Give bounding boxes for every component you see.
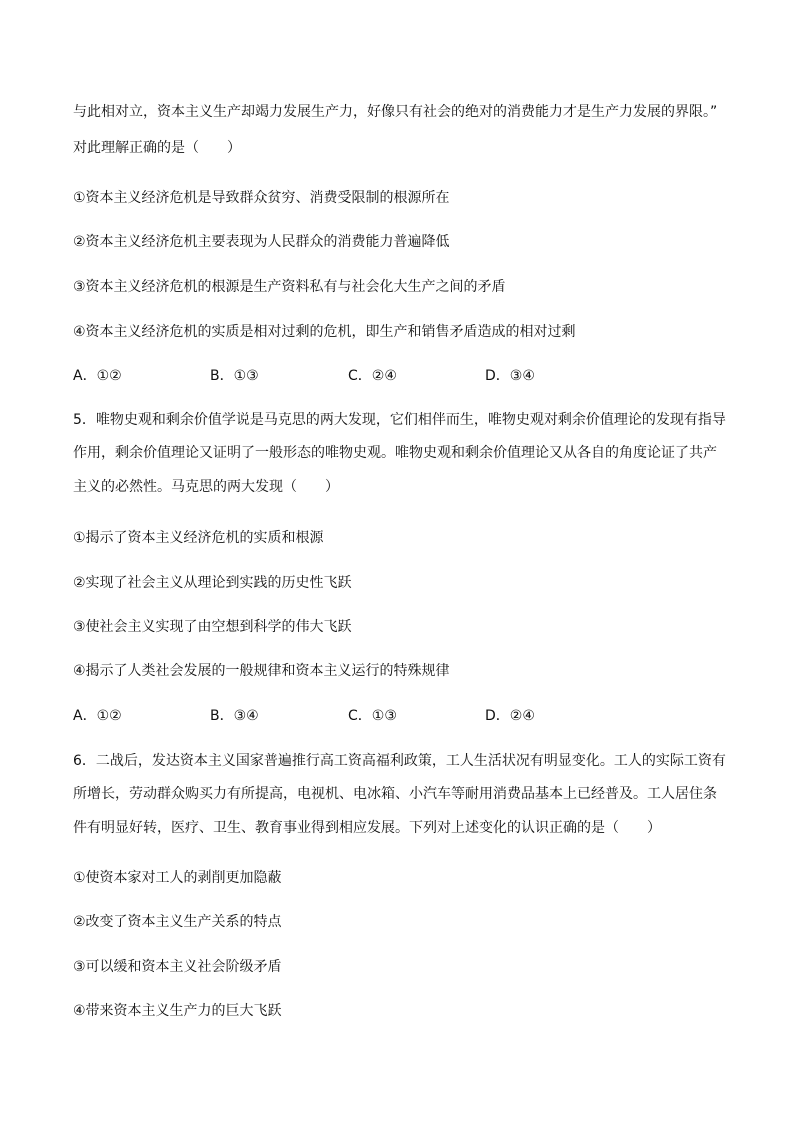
question-6-stem-line: 6．二战后，发达资本主义国家普遍推行高工资高福利政策，工人生活状况有明显变化。工人的实际工资有 xyxy=(73,753,726,769)
question-4-option-c[interactable]: C．②④ xyxy=(348,368,397,384)
question-5-statement-2: ②实现了社会主义从理论到实践的历史性飞跃 xyxy=(73,575,352,591)
question-4-option-d[interactable]: D．③④ xyxy=(485,368,535,384)
question-6-statement-4: ④带来资本主义生产力的巨大飞跃 xyxy=(73,1003,282,1019)
question-4-option-b[interactable]: B．①③ xyxy=(210,368,259,384)
question-4-stem-line: 与此相对立，资本主义生产却竭力发展生产力，好像只有社会的绝对的消费能力才是生产力发展的界限。” xyxy=(73,104,718,120)
question-5-statement-1: ①揭示了资本主义经济危机的实质和根源 xyxy=(73,530,324,546)
question-5-statement-3: ③使社会主义实现了由空想到科学的伟大飞跃 xyxy=(73,619,352,635)
question-6-statement-1: ①使资本家对工人的剥削更加隐蔽 xyxy=(73,870,282,886)
question-5-stem-line: 作用，剩余价值理论又证明了一般形态的唯物史观。唯物史观和剩余价值理论又从各自的角度论证了共产 xyxy=(73,445,717,461)
question-4-option-a[interactable]: A．①② xyxy=(73,368,122,384)
question-4-statement-3: ③资本主义经济危机的根源是生产资料私有与社会化大生产之间的矛盾 xyxy=(73,279,506,295)
question-6-stem-line: 件有明显好转，医疗、卫生、教育事业得到相应发展。下列对上述变化的认识正确的是（ ） xyxy=(73,820,661,836)
question-5-option-c[interactable]: C．①③ xyxy=(348,708,397,724)
question-4-statement-4: ④资本主义经济危机的实质是相对过剩的危机，即生产和销售矛盾造成的相对过剩 xyxy=(73,324,576,340)
question-6-stem-line: 所增长，劳动群众购买力有所提高，电视机、电冰箱、小汽车等耐用消费品基本上已经普及。工人居住条 xyxy=(73,786,717,802)
question-5-stem-line: 主义的必然性。马克思的两大发现（ ） xyxy=(73,479,339,495)
question-4-statement-1: ①资本主义经济危机是导致群众贫穷、消费受限制的根源所在 xyxy=(73,190,450,206)
question-5-option-d[interactable]: D．②④ xyxy=(485,708,535,724)
question-6-statement-3: ③可以缓和资本主义社会阶级矛盾 xyxy=(73,959,282,975)
question-5-option-a[interactable]: A．①② xyxy=(73,708,122,724)
question-6-statement-2: ②改变了资本主义生产关系的特点 xyxy=(73,914,282,930)
question-5-statement-4: ④揭示了人类社会发展的一般规律和资本主义运行的特殊规律 xyxy=(73,663,450,679)
question-4-statement-2: ②资本主义经济危机主要表现为人民群众的消费能力普遍降低 xyxy=(73,234,450,250)
question-5-option-b[interactable]: B．③④ xyxy=(210,708,259,724)
question-5-stem-line: 5．唯物史观和剩余价值学说是马克思的两大发现，它们相伴而生，唯物史观对剩余价值理论的发现有指导 xyxy=(73,412,726,428)
question-4-stem-line: 对此理解正确的是（ ） xyxy=(73,140,241,156)
